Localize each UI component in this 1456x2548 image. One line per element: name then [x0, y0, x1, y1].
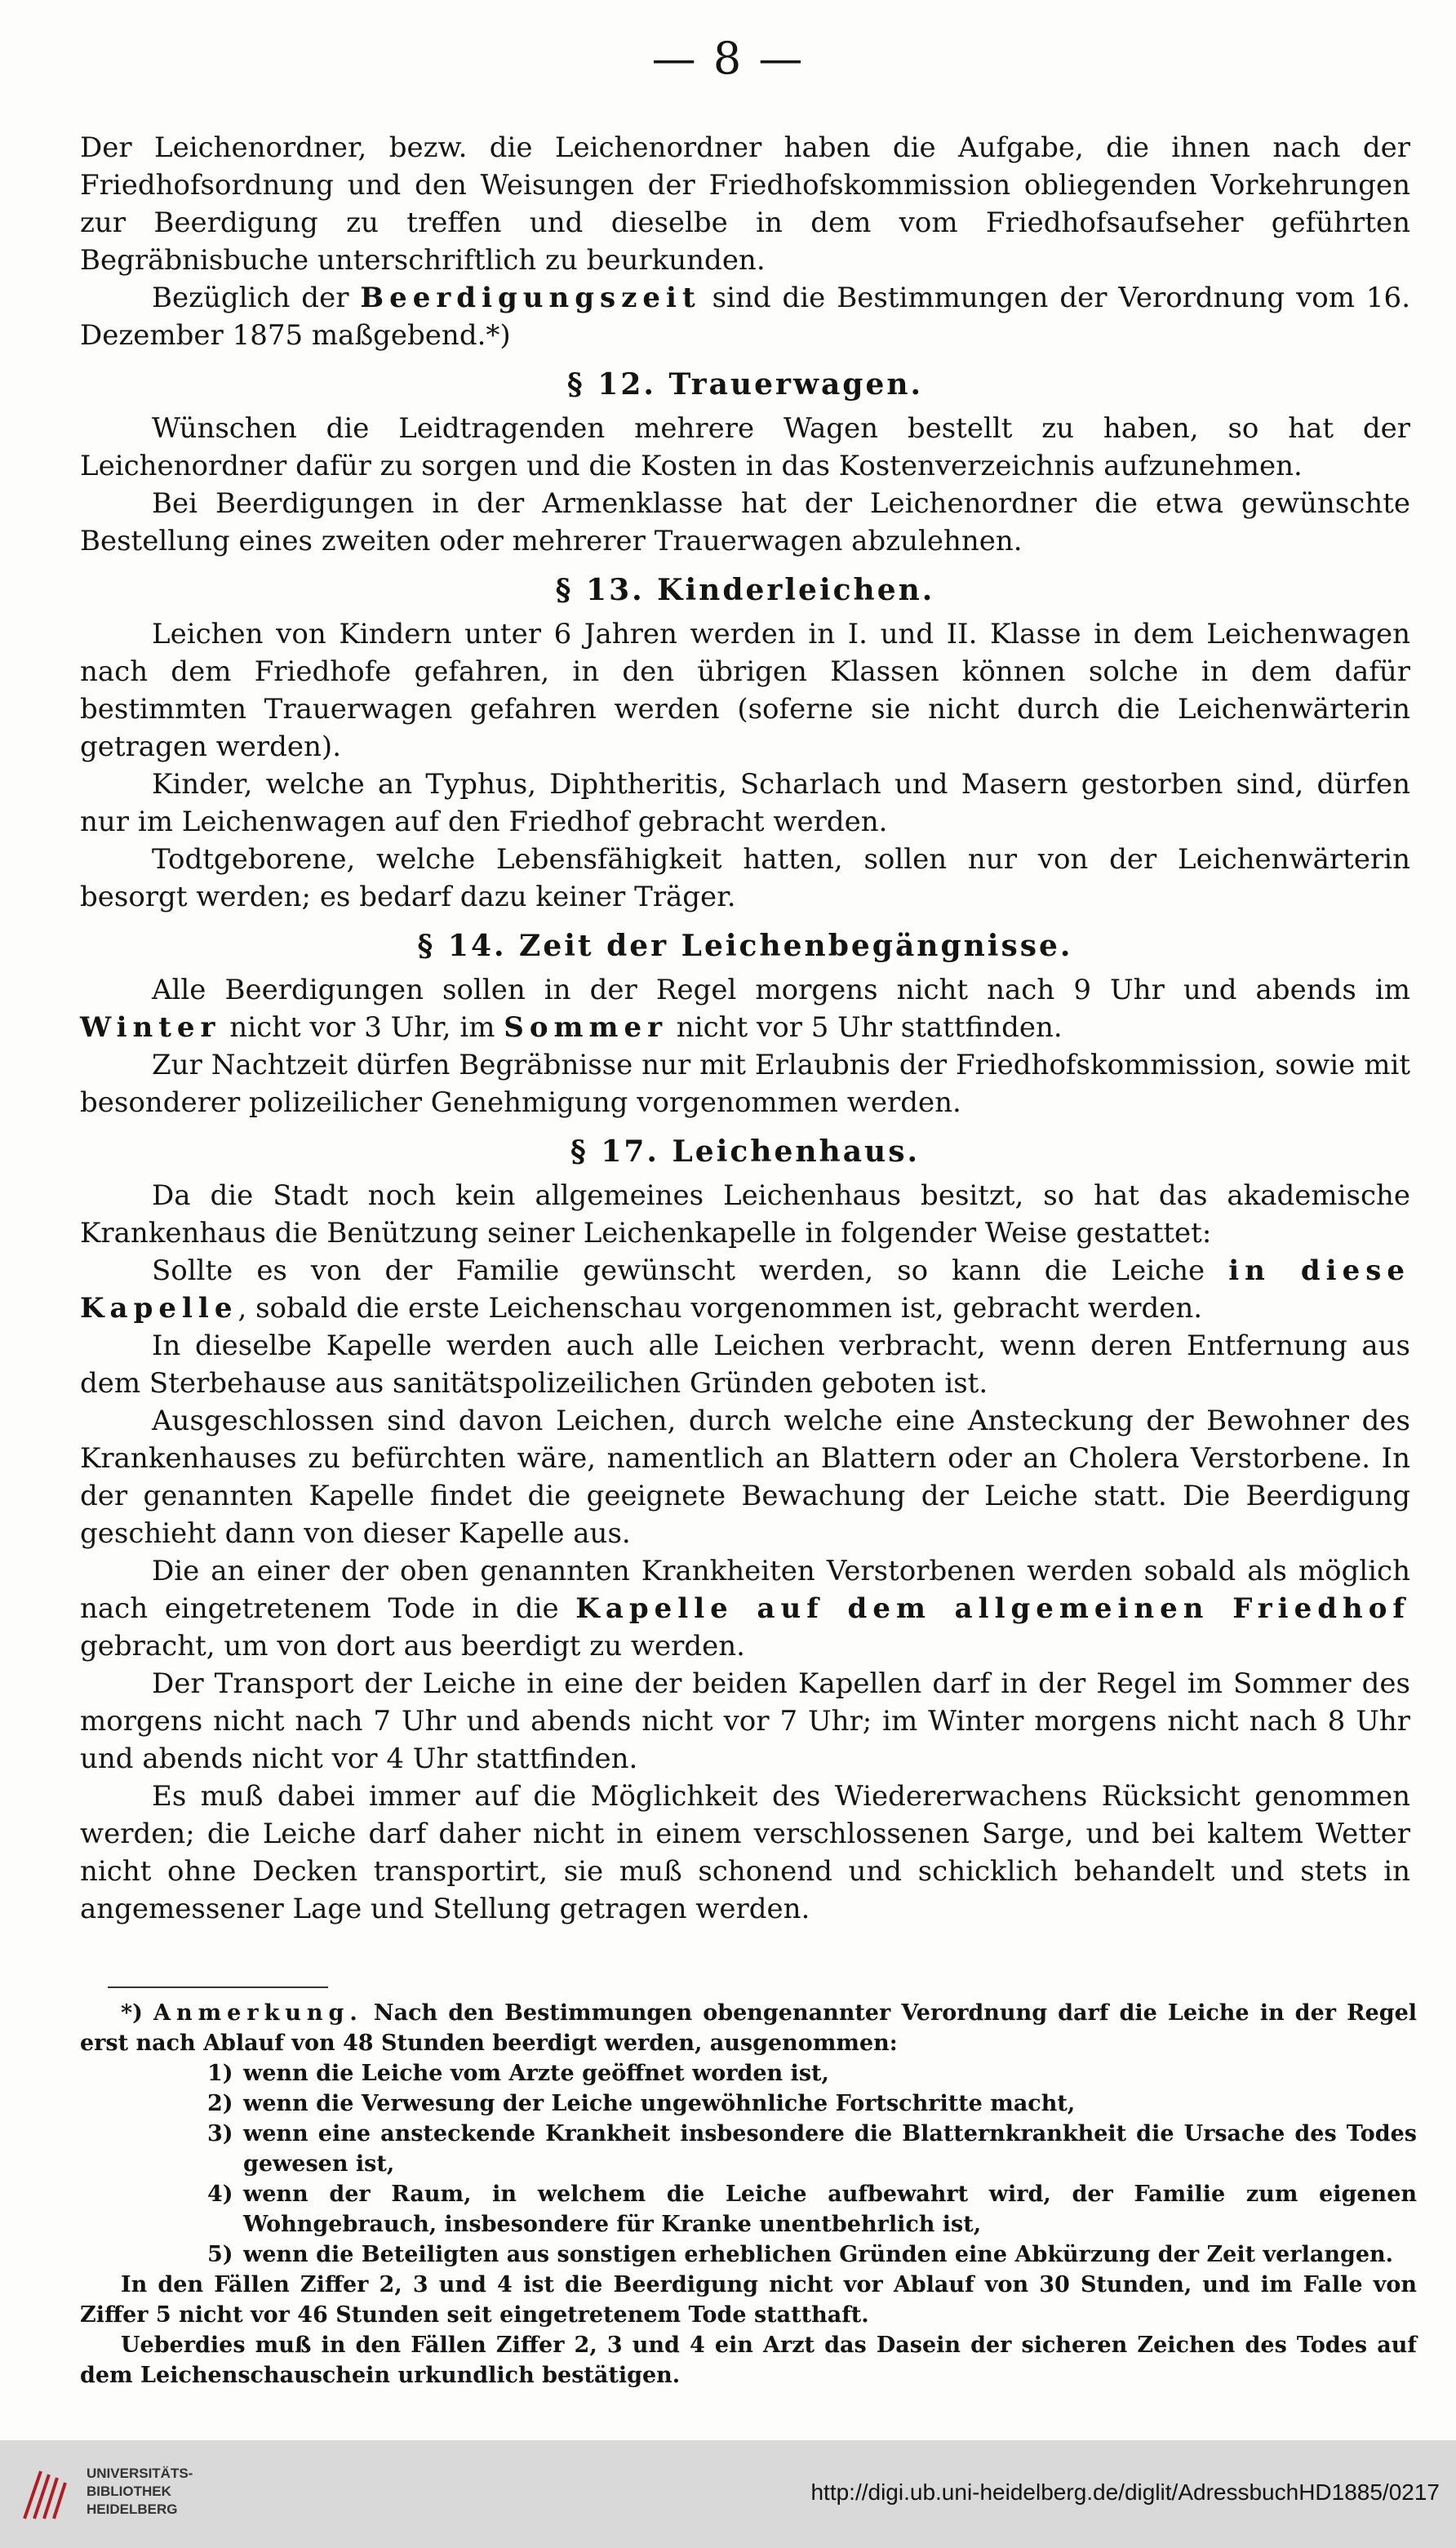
main-text	[80, 129, 1410, 1928]
paragraph-13b: Kinder, welche an Typhus, Diphtheritis, Scharlach und Masern gestorben sind, dürfen nur im Leichenwagen auf den Friedhof gebracht werden.	[80, 768, 1410, 838]
paragraph-12b: Bei Beerdigungen in der Armenklasse hat der Leichenordner die etwa gewünschte Bestellung eines zweiten oder mehrerer Trauerwagen abzulehnen.	[80, 487, 1410, 557]
paragraph-17g: Es muß dabei immer auf die Möglichkeit des Wiedererwachens Rücksicht genommen werden; die Leiche darf daher nicht in einem verschlossenen Sarge, und bei kaltem Wetter nicht ohne Decken transportirt, sie muß schonend und schicklich behandelt und stets in angemessener Lage und Stellung getragen werden.	[80, 1780, 1410, 1925]
section-heading-13: § 13. Kinderleichen.	[555, 573, 935, 607]
list-item: 3) wenn eine ansteckende Krankheit insbesondere die Blatternkrankheit die Ursache des Todes gewesen ist,	[207, 2121, 1417, 2177]
footnote-divider	[108, 1986, 328, 1988]
paragraph-17d: Ausgeschlossen sind davon Leichen, durch welche eine Ansteckung der Bewohner des Krankenhauses zu befürchten wäre, namentlich an Blattern oder an Cholera Verstorbene. In der genannten Kapelle findet die geeignete Bewachung der Leiche statt. Die Beerdigung geschieht dann von dieser Kapelle aus.	[80, 1405, 1410, 1550]
footnote-paragraph-3: Ueberdies muß in den Fällen Ziffer 2, 3 und 4 ein Arzt das Dasein der sicheren Zeichen des Todes auf dem Leichenschauschein urkundlich bestätigen.	[80, 2333, 1417, 2388]
paragraph-12a: Wünschen die Leidtragenden mehrere Wagen bestellt zu haben, so hat der Leichenordner dafür zu sorgen und die Kosten in das Kostenverzeichnis aufzunehmen.	[80, 412, 1410, 482]
paragraph-leichenordner: Der Leichenordner, bezw. die Leichenordner haben die Aufgabe, die ihnen nach der Friedhofsordnung und den Weisungen der Friedhofskommission obliegenden Vorkehrungen zur Beerdigung zu treffen und dieselbe in dem vom Friedhofsaufseher geführten Begräbnisbuche unterschriftlich zu beurkunden.	[80, 131, 1410, 277]
paragraph-17c: In dieselbe Kapelle werden auch alle Leichen verbracht, wenn deren Entfernung aus dem Sterbehause aus sanitätspolizeilichen Gründen geboten ist.	[80, 1329, 1410, 1400]
footnote-intro: *) Anmerkung. Nach den Bestimmungen obengenannter Verordnung darf die Leiche in der Regel erst nach Ablauf von 48 Stunden beerdigt werden, ausgenommen:	[80, 2000, 1418, 2056]
section-heading-17: § 17. Leichenhaus.	[570, 1134, 921, 1169]
list-item: 5) wenn die Beteiligten aus sonstigen erheblichen Gründen eine Abkürzung der Zeit verlangen.	[207, 2242, 1394, 2267]
paragraph-14b: Zur Nachtzeit dürfen Begräbnisse nur mit Erlaubnis der Friedhofskommission, sowie mit besonderer polizeilicher Genehmigung vorgenommen werden.	[80, 1049, 1410, 1119]
paragraph-17b: Sollte es von der Familie gewünscht werden, so kann die Leiche in diese Kapelle, sobald die erste Leichenschau vorgenommen ist, gebracht werden.	[80, 1254, 1410, 1325]
footnote-label: Anmerkung.	[153, 2000, 363, 2026]
source-url-link[interactable]: http://digi.ub.uni-heidelberg.de/diglit/AdressbuchHD1885/0217	[810, 2479, 1440, 2505]
list-item: 1) wenn die Leiche vom Arzte geöffnet worden ist,	[207, 2061, 829, 2086]
paragraph-17f: Der Transport der Leiche in eine der beiden Kapellen darf in der Regel im Sommer des morgens nicht nach 7 Uhr und abends nicht vor 7 Uhr; im Winter morgens nicht nach 8 Uhr und abends nicht vor 4 Uhr stattfinden.	[80, 1667, 1410, 1775]
section-heading-14: § 14. Zeit der Leichenbegängnisse.	[417, 929, 1073, 963]
viewer-footer-bar	[0, 2440, 1456, 2548]
list-item: 2) wenn die Verwesung der Leiche ungewöhnliche Fortschritte macht,	[207, 2091, 1076, 2116]
list-item: 4) wenn der Raum, in welchem die Leiche aufbewahrt wird, der Familie zum eigenen Wohngebrauch, insbesondere für Kranke unentbehrlich ist,	[207, 2182, 1417, 2237]
paragraph-17e: Die an einer der oben genannten Krankheiten Verstorbenen werden sobald als möglich nach eingetretenem Tode in die Kapelle auf dem allgemeinen Friedhof gebracht, um von dort aus beerdigt zu werden.	[80, 1555, 1410, 1662]
section-heading-12: § 12. Trauerwagen.	[566, 367, 924, 402]
footnote	[80, 1998, 1417, 2390]
footnote-paragraph-2: In den Fällen Ziffer 2, 3 und 4 ist die Beerdigung nicht vor Ablauf von 30 Stunden, und im Falle von Ziffer 5 nicht vor 46 Stunden seit eingetretenem Tode statthaft.	[80, 2272, 1417, 2328]
paragraph-14a: Alle Beerdigungen sollen in der Regel morgens nicht nach 9 Uhr und abends im Winter nicht vor 3 Uhr, im Sommer nicht vor 5 Uhr stattfinden.	[80, 974, 1410, 1044]
paragraph-17a: Da die Stadt noch kein allgemeines Leichenhaus besitzt, so hat das akademische Krankenhaus die Benützung seiner Leichenkapelle in folgender Weise gestattet:	[80, 1179, 1410, 1250]
paragraph-beerdigungszeit: Bezüglich der Beerdigungszeit sind die Bestimmungen der Verordnung vom 16. Dezember 1875 maßgebend.*)	[80, 282, 1411, 352]
paragraph-13a: Leichen von Kindern unter 6 Jahren werden in I. und II. Klasse in dem Leichenwagen nach dem Friedhofe gefahren, in den übrigen Klassen können solche in dem dafür bestimmten Trauerwagen gefahren werden (soferne sie nicht durch die Leichenwärterin getragen werden).	[80, 618, 1410, 763]
page-number: — 8 —	[651, 33, 805, 84]
footnote-list	[80, 2058, 1417, 2270]
library-name: UNIVERSITÄTS- BIBLIOTHEK HEIDELBERG	[87, 2466, 193, 2517]
paragraph-13c: Todtgeborene, welche Lebensfähigkeit hatten, sollen nur von der Leichenwärterin besorgt werden; es bedarf dazu keiner Träger.	[80, 843, 1410, 913]
spaced-emphasis: Beerdigungszeit	[360, 282, 701, 314]
library-logo-icon	[16, 2465, 78, 2527]
